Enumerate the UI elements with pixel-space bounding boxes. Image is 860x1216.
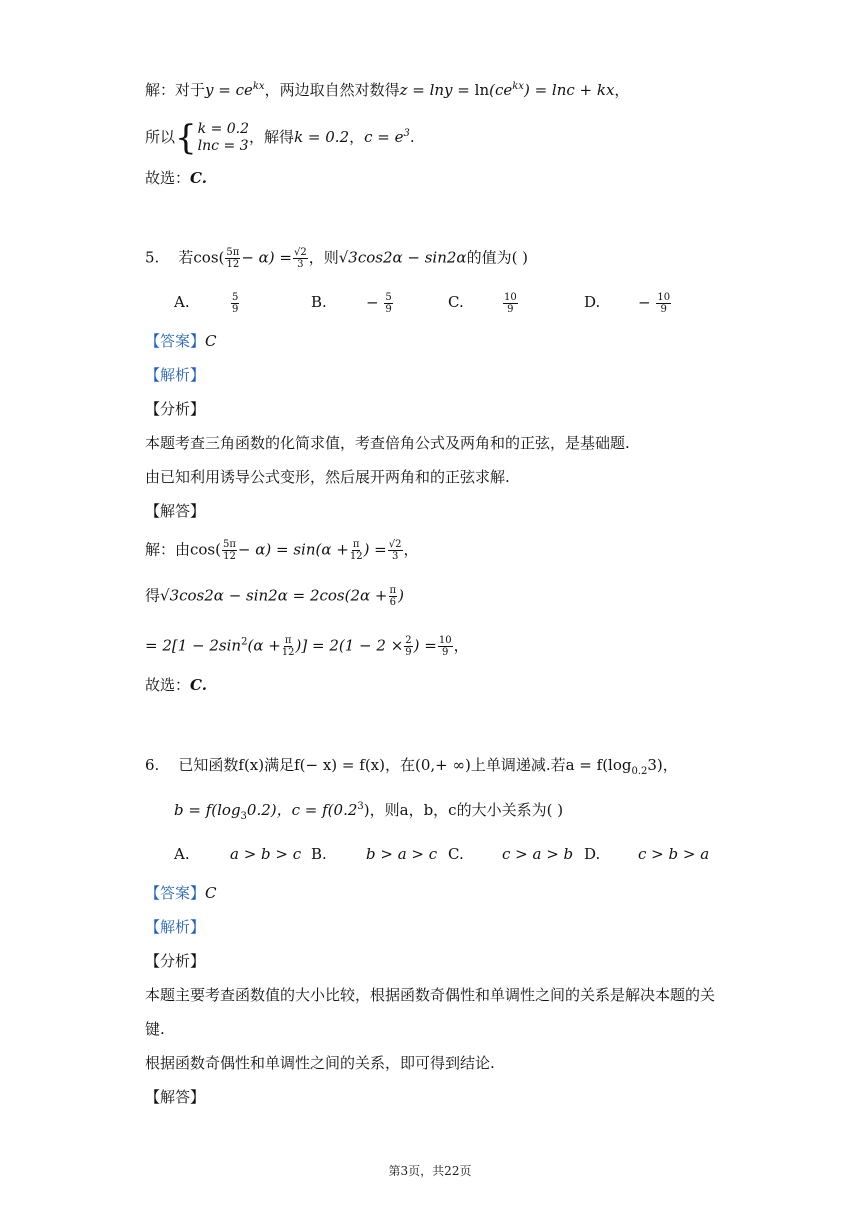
- choice-prefix: 故选：: [145, 676, 191, 694]
- stem-text: 若cos(: [178, 248, 225, 267]
- frac-den: 12: [226, 259, 240, 270]
- q6-stem-line-1: [145, 755, 678, 775]
- q5-option-a-value: $\frac{5}{9}$: [232, 292, 239, 315]
- q6-answer: [145, 883, 217, 903]
- question-number: 6.: [145, 756, 160, 774]
- choice-value: C.: [190, 676, 207, 694]
- stem-text: − α) =: [241, 248, 292, 267]
- answer-tag: 【答案】: [145, 884, 206, 902]
- sys-row: lnc = 3: [197, 138, 249, 154]
- q4-text: ，解得: [249, 128, 295, 146]
- q5-jieda-tag: 【解答】: [145, 502, 206, 520]
- stem-text: 0.2)，c = f(0.2: [246, 801, 358, 819]
- q4-solution-line-1: 解：对于$y = ce^{kx}$，两边取自然对数得$z = \ln y = \ln(ce^{kx}) = \ln c$ + kx，: [145, 81, 630, 99]
- q5-choice-line: [145, 675, 207, 695]
- q6-stem-line-2: [174, 800, 563, 820]
- log-base: 3: [240, 811, 247, 822]
- q5-option-c: C.: [448, 293, 464, 311]
- q5-option-b-value: − $\frac{5}{9}$: [366, 292, 392, 315]
- sol-expression: )] = 2(1 − 2 ×: [295, 636, 404, 655]
- power-2: 2: [241, 636, 248, 648]
- q6-option-b: B.: [311, 845, 327, 863]
- choice-prefix: 故选：: [145, 169, 191, 187]
- q5-option-b: B.: [311, 293, 327, 311]
- q5-option-d-value: − $\frac{10}{9}$: [638, 292, 671, 315]
- q5-solution-line-1: 解：由cos( $\frac{5\pi}{12}$ − α) = sin(α + $\frac{\pi}{12}$ ) = $\frac{√2}{3}$ ，: [145, 539, 419, 562]
- answer-value: C: [205, 884, 217, 902]
- q5-option-c-value: $\frac{10}{9}$: [504, 292, 517, 315]
- stem-text: ，则: [308, 248, 339, 267]
- sol-expression: (α +: [247, 636, 281, 655]
- q6-option-a: A.: [174, 845, 190, 863]
- q5-stem: [145, 247, 528, 270]
- power: 3: [357, 801, 364, 812]
- frac-num: √2: [293, 247, 307, 258]
- q6-option-c: C.: [448, 845, 464, 863]
- q4-solution-line-2: 所以 { k = 0.2 lnc = 3 ，解得k = 0.2，$c = e^3$.: [145, 118, 415, 158]
- q6-option-c-value: c > a > b: [502, 845, 574, 863]
- stem-text: b = f(log: [174, 801, 241, 819]
- sol-expression: ) =: [413, 636, 437, 655]
- sol-text: 得: [145, 586, 161, 605]
- frac-den: 3: [297, 259, 304, 270]
- stem-text: 3)，: [647, 756, 678, 774]
- q6-option-b-value: b > a > c: [366, 845, 438, 863]
- sol-expression: = 2[1 − 2sin: [145, 636, 242, 655]
- q6-analysis-tag: 【解析】: [145, 918, 206, 936]
- sol-expression: √3cos2α − sin2α = 2cos(2α +: [160, 586, 388, 605]
- q6-fenxi-text-1b: 键.: [145, 1020, 165, 1038]
- stem-text: 已知函数f(x)满足f(− x) = f(x)，在(0,+ ∞)上单调递减.若a = f(log: [178, 756, 632, 774]
- answer-tag: 【答案】: [145, 332, 206, 350]
- q6-fenxi-tag: 【分析】: [145, 952, 206, 970]
- stem-expression: √3cos2α − sin2α: [338, 248, 467, 267]
- q4-text: 所以: [145, 128, 176, 146]
- q5-analysis-tag: 【解析】: [145, 366, 206, 384]
- stem-text: )，则a，b，c的大小关系为( ): [363, 801, 564, 819]
- q5-option-d: D.: [584, 293, 601, 311]
- q5-fenxi-tag: 【分析】: [145, 400, 206, 418]
- brace-icon: {: [175, 118, 197, 158]
- q6-option-d-value: c > b > a: [638, 845, 710, 863]
- q6-option-a-value: a > b > c: [230, 845, 302, 863]
- answer-value: C: [205, 332, 217, 350]
- sys-row: k = 0.2: [197, 121, 250, 137]
- q4-text: ，两边取自然对数得: [264, 81, 400, 99]
- q5-solution-line-2: 得√3cos2α − sin2α = 2cos(2α + $\frac{\pi}{6}$ ): [145, 585, 404, 608]
- q6-option-d: D.: [584, 845, 601, 863]
- stem-text: 的值为( ): [466, 248, 529, 267]
- sol-text: − α) = sin(α +: [237, 540, 349, 559]
- formula-z: $z = \ln y = \ln(ce^{kx}) = \ln c$ + kx: [399, 81, 615, 99]
- q5-fenxi-text-1: 本题考查三角函数的化简求值，考查倍角公式及两角和的正弦，是基础题.: [145, 434, 630, 452]
- q5-fenxi-text-2: 由已知利用诱导公式变形，然后展开两角和的正弦求解.: [145, 468, 510, 486]
- formula-y: $y = ce^{kx}$: [205, 81, 265, 99]
- c-value: $c = e^3$: [364, 128, 410, 146]
- log-base: 0.2: [631, 766, 648, 777]
- q6-jieda-tag: 【解答】: [145, 1088, 206, 1106]
- choice-value: C.: [190, 169, 207, 187]
- q4-choice-line: [145, 168, 207, 188]
- equation-system: [175, 118, 250, 158]
- q4-text: 解：对于: [145, 81, 206, 99]
- q6-fenxi-text-2: 根据函数奇偶性和单调性之间的关系，即可得到结论.: [145, 1054, 495, 1072]
- q5-answer: [145, 331, 217, 351]
- k-value: k = 0.2: [294, 128, 350, 146]
- frac-num: 5π: [226, 247, 240, 258]
- q6-fenxi-text-1: 本题主要考查函数值的大小比较，根据函数奇偶性和单调性之间的关系是解决本题的关: [145, 986, 716, 1004]
- q5-solution-line-3: = $2[1 - 2\sin^2(\alpha$ + $\frac{\pi}{12}$ )] = 2(1 − 2 × $\frac{2}{9}$ ) = $\frac{10}{9}$ ，: [145, 635, 469, 658]
- sol-text: ) =: [363, 540, 387, 559]
- question-number: 5.: [145, 248, 160, 267]
- page-footer: 第3页，共22页: [388, 1164, 472, 1178]
- q5-option-a: A.: [174, 293, 190, 311]
- sol-text: 解：由cos(: [145, 540, 221, 559]
